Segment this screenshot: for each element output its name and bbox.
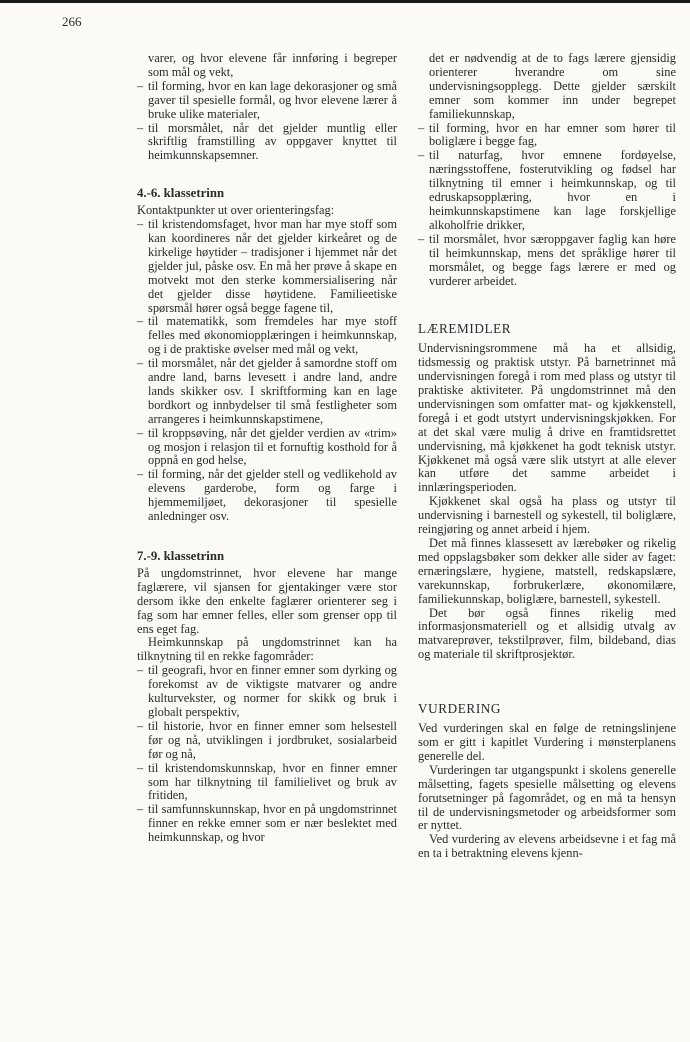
paragraph: Kjøkkenet skal også ha plass og utstyr til undervisning i barnestell og sykestell, til boliglære, reingjøring og annet arbeid i hjem. <box>418 494 676 537</box>
paragraph: Det må finnes klassesett av lærebøker og rikelig med oppslagsbøker som dekker alle sider av faget: ernæringslære, hygiene, matstell, redskapslære, varekunnskap, forbrukerlære, økonomilære, familiekunnskap, boliglære, barnestell, sykestell. <box>418 536 676 606</box>
section-lead: Kontaktpunkter ut over orienteringsfag: <box>137 203 335 218</box>
subject-areas-list <box>137 664 397 845</box>
list-item: – til naturfag, hvor emnene fordøyelse, næringsstoffene, fosterutvikling og fødsel har tilknytning til emner i heimkunnskap, og til edruskapsopplæring, hvor en i heimkunnskapstimene kan lage forskjellige alkoholfrie drikker, <box>418 149 676 232</box>
list-item: – til kristendomsfaget, hvor man har mye stoff som kan koordineres når det gjelder kirkeåret og de kirkelige høytider – tradisjoner i hjemmet når det gjelder jul, påske osv. En må her prøve å skape en motvekt mot den sterke kommersialisering når det gjelder disse høytidene. Familieetiske spørsmål hører også begge fagene til, <box>137 218 397 315</box>
list-item: – til morsmålet, når det gjelder å samordne stoff om andre land, barns levesett i andre land, andre lands skikker osv. I skriftforming kan en lage bordkort og innbydelser til små festligheter som arrangeres i heimkunnskapstimene, <box>137 357 397 427</box>
page-number: 266 <box>62 14 82 29</box>
paragraph: Heimkunnskap på ungdomstrinnet kan ha tilknytning til en rekke fagområder: <box>137 635 397 664</box>
contact-points-list <box>137 218 397 524</box>
list-item: – til kristendomskunnskap, hvor en finner emner som har tilknytning til familielivet og bruk av fritiden, <box>137 762 397 804</box>
list-item: det er nødvendig at de to fags lærere gjensidig orienterer hverandre om sine undervisningsopplegg. Dette gjelder særskilt emner som kommer inn under begrepet familiekunnskap, <box>429 51 676 121</box>
list-item: – til geografi, hvor en finner emner som dyrking og forekomst av de viktigste matvarer og andre kulturvekster, og normer for skikk og bruk i globalt perspektiv, <box>137 664 397 720</box>
continued-list <box>418 52 676 122</box>
intro-list <box>137 52 397 163</box>
list-item: – til kroppsøving, når det gjelder verdien av «trim» og mosjon i relasjon til et fornuftig kosthold for å oppnå en god helse, <box>137 427 397 469</box>
list-item: – til samfunnskunnskap, hvor en på ungdomstrinnet finner en rekke emner som er nær beslektet med heimkunnskap, og hvor <box>137 803 397 845</box>
section-heading-vurdering: VURDERING <box>418 701 502 717</box>
left-column <box>137 52 397 845</box>
paragraph: På ungdomstrinnet, hvor elevene har mange faglærere, vil sjansen for gjentakinger være stor dersom ikke den enkelte faglærer orienterer seg i fag som har emner felles, eller som grenser opp til ens eget fag. <box>137 565 397 636</box>
list-item: – til matematikk, som fremdeles har mye stoff felles med økonomiopplæringen i heimkunnskap, og i de praktiske øvelser med mål og vekt, <box>137 315 397 357</box>
list-item: – til forming, hvor en kan lage dekorasjoner og små gaver til spesielle formål, og hvor elevene lærer å bruke ulike materialer, <box>137 80 397 122</box>
section-heading-4-6: 4.-6. klassetrinn <box>137 186 225 201</box>
list-item: – til historie, hvor en finner emner som helsestell før og nå, utviklingen i jordbruket, sosialarbeid før og nå, <box>137 720 397 762</box>
paragraph: Ved vurdering av elevens arbeidsevne i et fag må en ta i betraktning elevens kjenn- <box>418 832 676 861</box>
paragraph: Undervisningsrommene må ha et allsidig, tidsmessig og praktisk utstyr. På barnetrinnet må undervisningen foregå i rom med plass og utstyr til praktiske aktiviteter. På ungdomstrinnet må den undervisningen som omfatter mat- og kjøkkenstell, foregå i et godt utstyrt undervisningskjøkken. For at det skal være mulig å drive en framtidsrettet undervisning, må kjøkkenet ha godt teknisk utstyr. Kjøkkenet må også være slik utstyrt at alle elever kan utføre det samme arbeidet i innlæringsperioden. <box>418 341 676 495</box>
list-item: – til forming, hvor en har emner som hører til boliglære i begge fag, <box>418 122 676 150</box>
right-column <box>418 52 676 861</box>
subject-areas-list-cont <box>418 122 676 289</box>
top-rule <box>0 0 690 3</box>
list-item: varer, og hvor elevene får innføring i begreper som mål og vekt, <box>148 51 397 79</box>
list-item: – til morsmålet, når det gjelder muntlig eller skriftlig framstilling av oppgaver knyttet til heimkunnskapsemner. <box>137 122 397 164</box>
section-heading-7-9: 7.-9. klassetrinn <box>137 549 225 563</box>
paragraph: Det bør også finnes rikelig med informasjonsmateriell og et allsidig utvalg av matvareprøver, tekstilprøver, film, bildeband, dias og materiale til skriftprosjektør. <box>418 605 676 662</box>
list-item: – til morsmålet, hvor særoppgaver faglig kan høre til heimkunnskap, mens det språklige hører til morsmålet, og begge fags lærere er med og vurderer arbeidet. <box>418 233 676 289</box>
list-item: – til forming, når det gjelder stell og vedlikehold av elevens garderobe, form og farge i hjemmemiljøet, dekorasjoner til spesielle anledninger osv. <box>137 468 397 524</box>
section-heading-laeremidler: LÆREMIDLER <box>418 321 512 337</box>
paragraph: Ved vurderingen skal en følge de retningslinjene som er gitt i kapitlet Vurdering i mønsterplanens generelle del. <box>418 721 676 763</box>
paragraph: Vurderingen tar utgangspunkt i skolens generelle målsetting, fagets spesielle målsetting og elevens forutsetninger på fagområdet, og en må ta hensyn til de undervisningsmetoder og arbeidsformer som er nyttet. <box>418 762 676 833</box>
